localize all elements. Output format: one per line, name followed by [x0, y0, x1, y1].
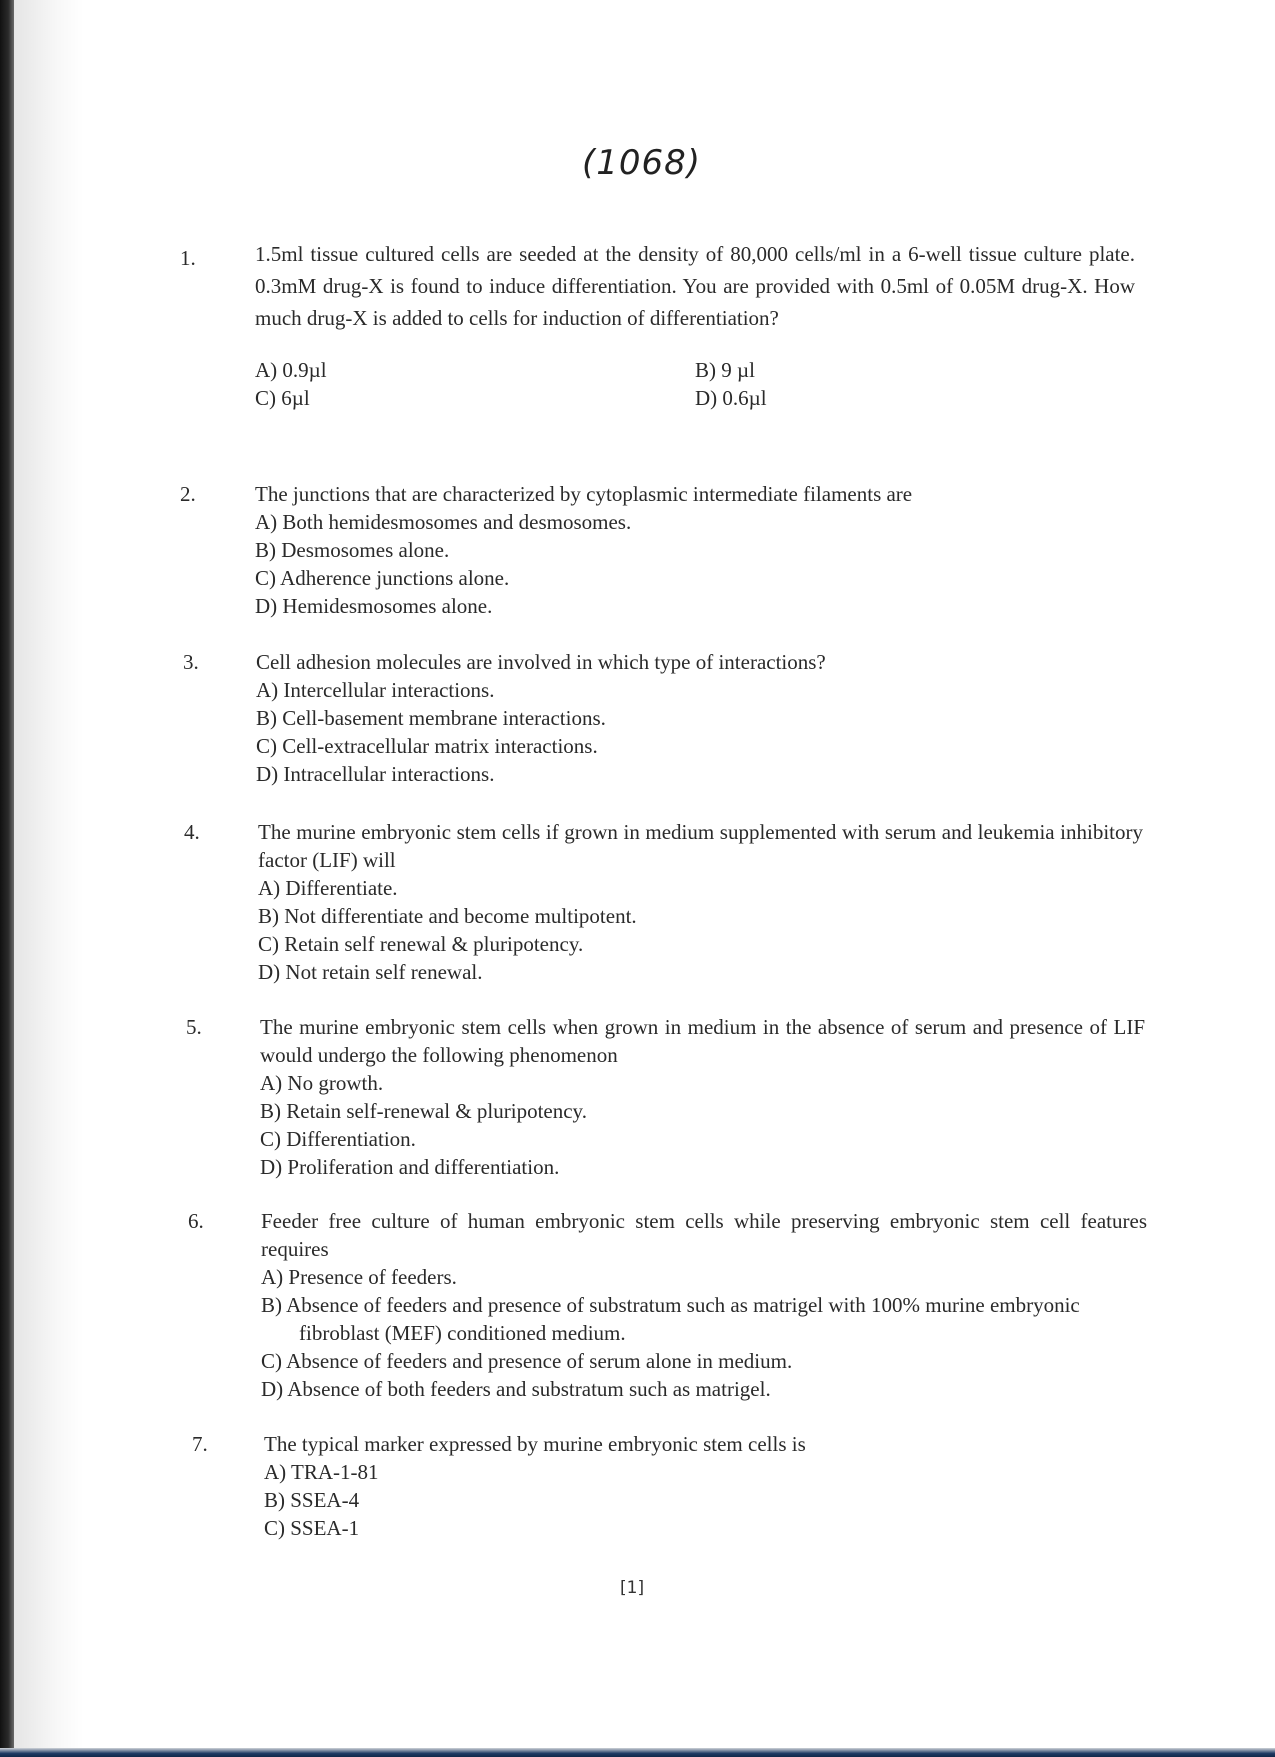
question-text: Feeder free culture of human embryonic stem cells while preserving embryonic stem cell features requires: [261, 1209, 1147, 1261]
option-b: B) SSEA-4: [264, 1488, 360, 1512]
option-d: D) Proliferation and differentiation.: [260, 1155, 560, 1179]
option-a: A) No growth.: [260, 1071, 384, 1095]
question-number: 5.: [186, 1015, 202, 1039]
page-bottom-edge: [0, 1748, 1275, 1757]
option-b: B) Not differentiate and become multipotent.: [258, 904, 637, 928]
option-d: D) 0.6µl: [695, 386, 767, 410]
question-number: 7.: [192, 1432, 208, 1456]
question-text: The murine embryonic stem cells when grown in medium in the absence of serum and presence of LIF would undergo the following phenomenon: [260, 1015, 1145, 1067]
question-text: The junctions that are characterized by cytoplasmic intermediate filaments are: [255, 482, 913, 506]
option-c: C) Adherence junctions alone.: [255, 566, 510, 590]
option-a: A) Both hemidesmosomes and desmosomes.: [255, 510, 632, 534]
option-b: B) Retain self-renewal & pluripotency.: [260, 1099, 587, 1123]
question-text: 1.5ml tissue cultured cells are seeded at the density of 80,000 cells/ml in a 6-well tissue culture plate. 0.3mM drug-X is found to induce differentiation. You are provided with 0.5ml of 0.05M drug-X. How much drug-X is added to cells for induction of differentiation?: [255, 242, 1135, 330]
binding-shadow: [14, 0, 84, 1757]
question-number: 2.: [180, 482, 196, 506]
option-b: B) Cell-basement membrane interactions.: [256, 706, 606, 730]
option-a: A) Presence of feeders.: [261, 1265, 457, 1289]
option-c: C) Cell-extracellular matrix interactions.: [256, 734, 598, 758]
paper-code: (1068): [582, 143, 702, 183]
question-number: 6.: [188, 1209, 204, 1233]
option-c: C) Absence of feeders and presence of serum alone in medium.: [261, 1349, 793, 1373]
option-a: A) TRA-1-81: [264, 1460, 379, 1484]
question-text: Cell adhesion molecules are involved in which type of interactions?: [256, 650, 826, 674]
question-text: The murine embryonic stem cells if grown in medium supplemented with serum and leukemia inhibitory factor (LIF) will: [258, 820, 1143, 872]
option-d: D) Intracellular interactions.: [256, 762, 495, 786]
option-b: B) Absence of feeders and presence of substratum such as matrigel with 100% murine embryonic fibroblast (MEF) conditioned medium.: [261, 1293, 1080, 1345]
page-binding-edge: [0, 0, 14, 1757]
question-text: The typical marker expressed by murine embryonic stem cells is: [264, 1432, 806, 1456]
page-number: [1]: [620, 1578, 645, 1598]
option-d: D) Hemidesmosomes alone.: [255, 594, 493, 618]
option-d: D) Absence of both feeders and substratum such as matrigel.: [261, 1377, 771, 1401]
option-a: A) 0.9µl: [255, 358, 327, 382]
option-d: D) Not retain self renewal.: [258, 960, 483, 984]
option-c: C) Differentiation.: [260, 1127, 416, 1151]
question-number: 3.: [183, 650, 199, 674]
option-c: C) SSEA-1: [264, 1516, 360, 1540]
options-grid: [255, 356, 1135, 412]
option-a: A) Intercellular interactions.: [256, 678, 495, 702]
option-a: A) Differentiate.: [258, 876, 398, 900]
question-number: 1.: [180, 246, 196, 270]
option-c: C) 6µl: [255, 386, 310, 410]
option-b: B) Desmosomes alone.: [255, 538, 450, 562]
option-c: C) Retain self renewal & pluripotency.: [258, 932, 584, 956]
option-b: B) 9 µl: [695, 358, 755, 382]
question-number: 4.: [184, 820, 200, 844]
